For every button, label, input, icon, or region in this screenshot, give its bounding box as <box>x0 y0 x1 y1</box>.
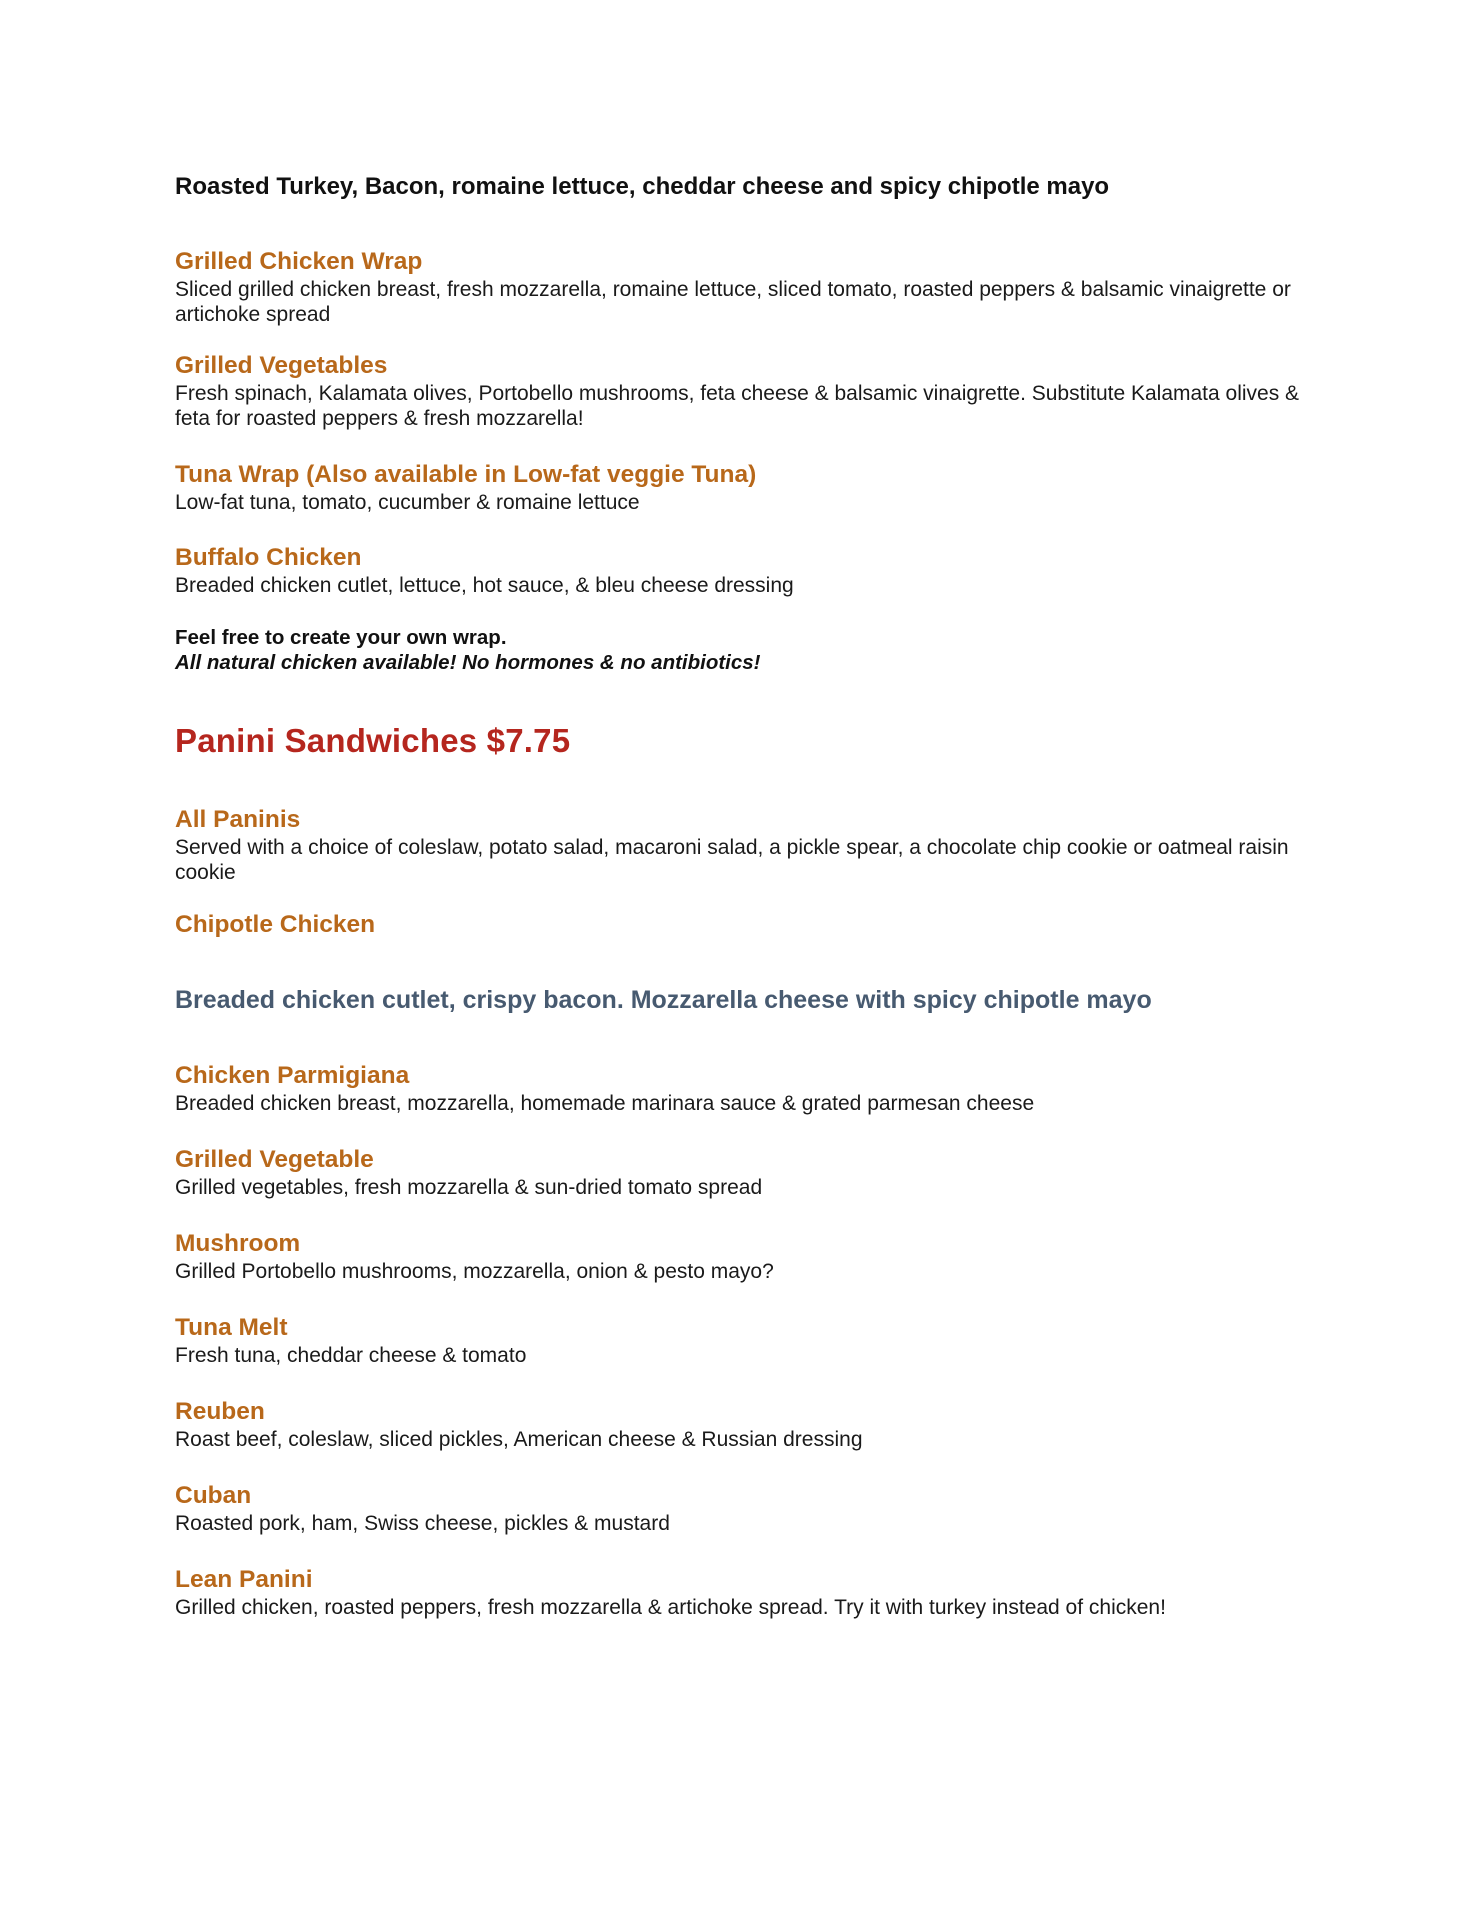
menu-item-name: Reuben <box>175 1398 265 1425</box>
menu-item-name: Chipotle Chicken <box>175 911 376 938</box>
natural-chicken-note: All natural chicken available! No hormones & no antibiotics! <box>175 651 761 674</box>
menu-item-all-paninis <box>175 805 1335 885</box>
menu-item-description: Grilled Portobello mushrooms, mozzarella, onion & pesto mayo? <box>175 1260 774 1283</box>
menu-item-reuben <box>175 1397 1335 1452</box>
menu-item-name: Tuna Wrap (Also available in Low-fat veggie Tuna) <box>175 461 757 488</box>
menu-item-description: Roasted pork, ham, Swiss cheese, pickles & mustard <box>175 1512 670 1535</box>
menu-item-buffalo-chicken <box>175 543 1335 598</box>
menu-item-description: Grilled chicken, roasted peppers, fresh mozzarella & artichoke spread. Try it with turkey instead of chicken! <box>175 1596 1166 1619</box>
menu-item-description: Breaded chicken breast, mozzarella, homemade marinara sauce & grated parmesan cheese <box>175 1092 1035 1115</box>
menu-item-name: Grilled Vegetables <box>175 352 388 379</box>
menu-item-name: Chicken Parmigiana <box>175 1062 410 1089</box>
menu-item-name: Grilled Chicken Wrap <box>175 248 423 275</box>
menu-item-description: Breaded chicken cutlet, lettuce, hot sauce, & bleu cheese dressing <box>175 574 794 597</box>
section-heading-panini: Panini Sandwiches $7.75 <box>175 722 571 759</box>
menu-item-description: Sliced grilled chicken breast, fresh mozzarella, romaine lettuce, sliced tomato, roasted peppers & balsamic vinaigrette or artichoke spread <box>175 278 1291 326</box>
menu-item-tuna-melt <box>175 1313 1335 1368</box>
menu-item-name: Lean Panini <box>175 1566 313 1593</box>
create-own-wrap-note: Feel free to create your own wrap. <box>175 626 507 649</box>
menu-item-name: Cuban <box>175 1482 252 1509</box>
menu-item-description: Served with a choice of coleslaw, potato salad, macaroni salad, a pickle spear, a chocolate chip cookie or oatmeal raisin cookie <box>175 836 1289 884</box>
menu-item-lean-panini <box>175 1565 1335 1620</box>
menu-item-chicken-parmigiana <box>175 1061 1335 1116</box>
menu-item-name: All Paninis <box>175 806 301 833</box>
intro-description: Roasted Turkey, Bacon, romaine lettuce, cheddar cheese and spicy chipotle mayo <box>175 173 1110 200</box>
menu-item-name: Mushroom <box>175 1230 301 1257</box>
menu-item-description: Grilled vegetables, fresh mozzarella & sun-dried tomato spread <box>175 1176 763 1199</box>
menu-item-grilled-chicken-wrap <box>175 247 1335 327</box>
menu-item-name: Buffalo Chicken <box>175 544 362 571</box>
menu-item-chipotle-chicken <box>175 910 1335 940</box>
menu-item-description: Low-fat tuna, tomato, cucumber & romaine lettuce <box>175 491 640 514</box>
menu-item-cuban <box>175 1481 1335 1536</box>
menu-item-description: Fresh spinach, Kalamata olives, Portobello mushrooms, feta cheese & balsamic vinaigrette. Substitute Kalamata olives & feta for roasted peppers & fresh mozzarella! <box>175 382 1300 430</box>
menu-item-tuna-wrap <box>175 460 1335 515</box>
menu-item-name: Grilled Vegetable <box>175 1146 374 1173</box>
menu-item-mushroom <box>175 1229 1335 1284</box>
menu-item-name: Tuna Melt <box>175 1314 288 1341</box>
menu-item-grilled-vegetables <box>175 351 1335 431</box>
chipotle-chicken-description: Breaded chicken cutlet, crispy bacon. Mozzarella cheese with spicy chipotle mayo <box>175 986 1152 1014</box>
menu-item-grilled-vegetable <box>175 1145 1335 1200</box>
menu-item-description: Fresh tuna, cheddar cheese & tomato <box>175 1344 527 1367</box>
menu-item-description: Roast beef, coleslaw, sliced pickles, American cheese & Russian dressing <box>175 1428 863 1451</box>
